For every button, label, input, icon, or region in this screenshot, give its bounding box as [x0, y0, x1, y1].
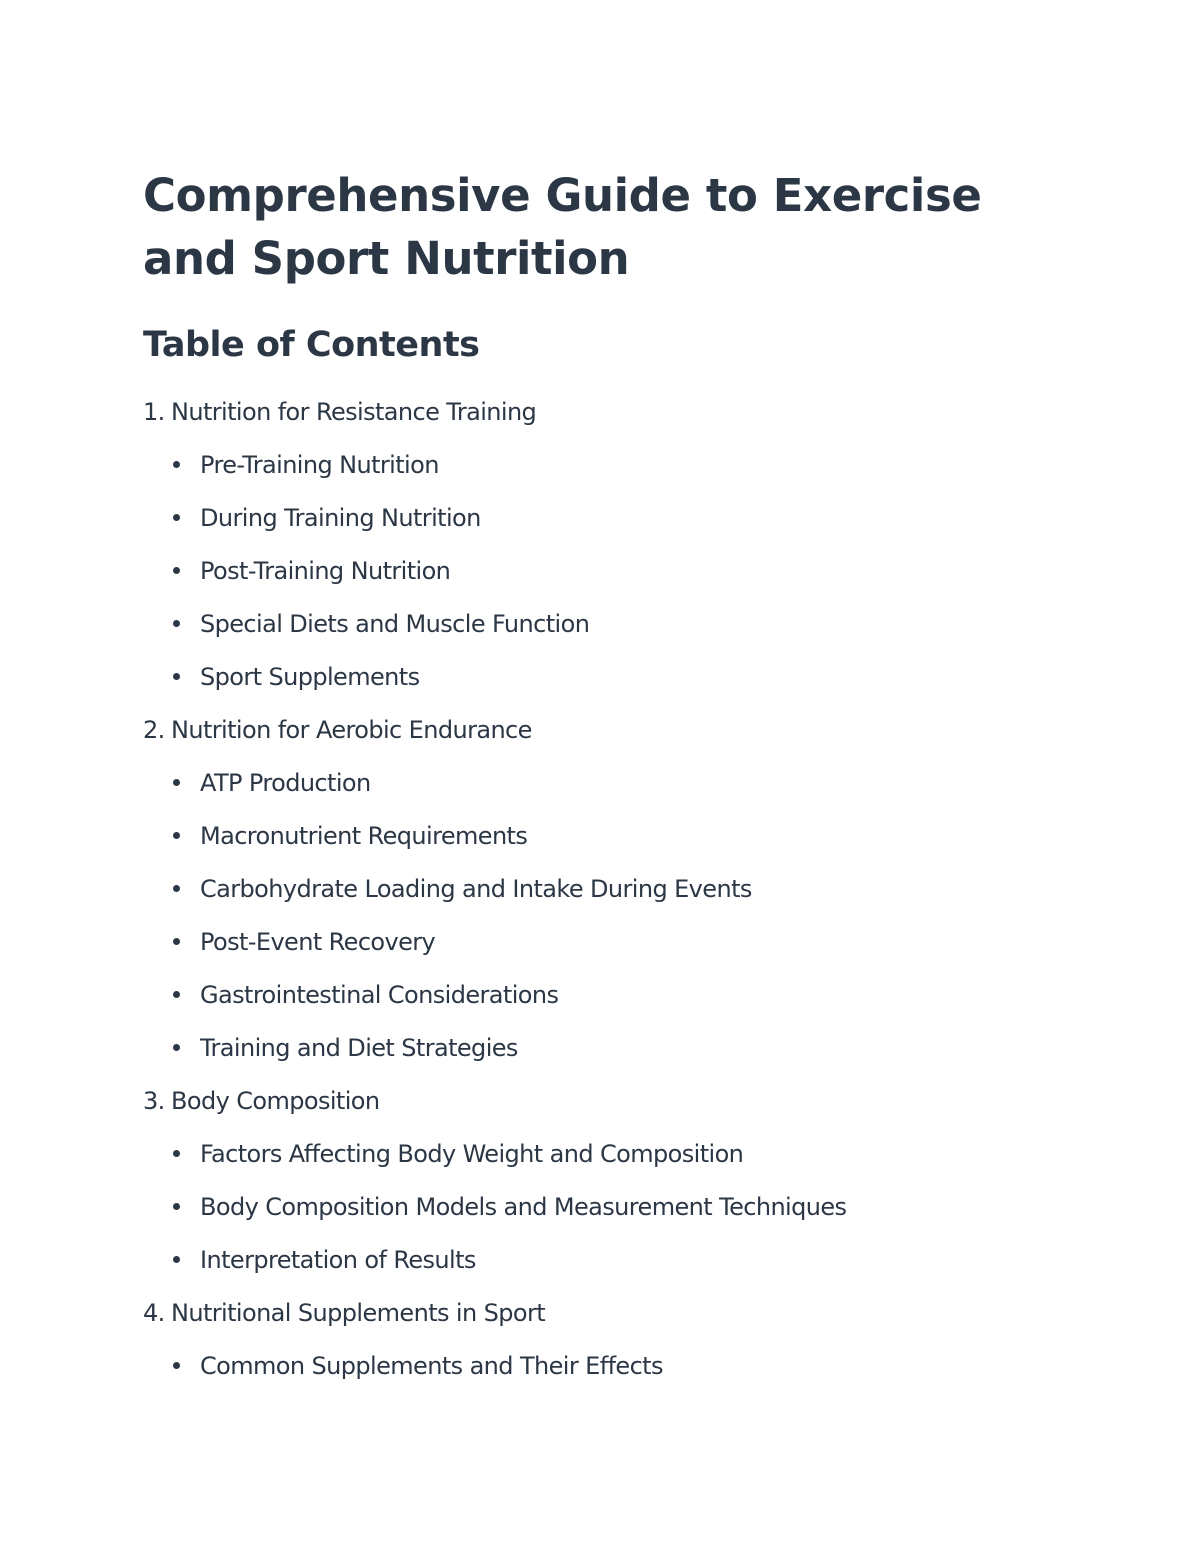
toc-subsection-label: Post-Training Nutrition — [200, 557, 451, 585]
toc-section-title — [143, 1079, 1063, 1132]
bullet-icon — [173, 1044, 180, 1051]
toc-subsection-label: ATP Production — [200, 769, 371, 797]
toc-section-number: 1. — [143, 398, 165, 426]
toc-subsection-list — [143, 443, 1063, 708]
toc-section — [143, 390, 1063, 708]
toc-section-title — [143, 390, 1063, 443]
toc-subsection-label: Common Supplements and Their Effects — [200, 1352, 663, 1380]
bullet-icon — [173, 514, 180, 521]
toc-subsection-item — [143, 920, 1063, 973]
toc-subsection-item — [143, 814, 1063, 867]
toc-section-title — [143, 1291, 1063, 1344]
toc-subsection-list — [143, 1132, 1063, 1291]
toc-subsection-label: Gastrointestinal Considerations — [200, 981, 559, 1009]
toc-section-number: 3. — [143, 1087, 165, 1115]
toc-subsection-label: Interpretation of Results — [200, 1246, 476, 1274]
toc-section-label: Body Composition — [171, 1087, 380, 1115]
bullet-icon — [173, 1150, 180, 1157]
toc-subsection-item — [143, 1026, 1063, 1079]
toc-subsection-item — [143, 1344, 1063, 1397]
bullet-icon — [173, 991, 180, 998]
toc-subsection-label: During Training Nutrition — [200, 504, 481, 532]
bullet-icon — [173, 779, 180, 786]
toc-subsection-list — [143, 761, 1063, 1079]
toc-subsection-label: Body Composition Models and Measurement Techniques — [200, 1193, 847, 1221]
bullet-icon — [173, 1256, 180, 1263]
toc-subsection-label: Carbohydrate Loading and Intake During Events — [200, 875, 752, 903]
bullet-icon — [173, 673, 180, 680]
toc-section — [143, 1291, 1063, 1397]
toc-section-title — [143, 708, 1063, 761]
bullet-icon — [173, 938, 180, 945]
toc-section-label: Nutrition for Aerobic Endurance — [171, 716, 532, 744]
toc-subsection-item — [143, 1238, 1063, 1291]
toc-subsection-label: Training and Diet Strategies — [200, 1034, 518, 1062]
toc-subsection-label: Post-Event Recovery — [200, 928, 436, 956]
bullet-icon — [173, 885, 180, 892]
toc-subsection-item — [143, 867, 1063, 920]
bullet-icon — [173, 1203, 180, 1210]
toc-list — [143, 390, 1063, 1397]
bullet-icon — [173, 1362, 180, 1369]
bullet-icon — [173, 832, 180, 839]
toc-subsection-label: Macronutrient Requirements — [200, 822, 528, 850]
toc-section-number: 2. — [143, 716, 165, 744]
toc-subsection-label: Special Diets and Muscle Function — [200, 610, 590, 638]
toc-subsection-item — [143, 443, 1063, 496]
toc-section-number: 4. — [143, 1299, 165, 1327]
toc-subsection-item — [143, 973, 1063, 1026]
toc-subsection-item — [143, 549, 1063, 602]
toc-subsection-label: Factors Affecting Body Weight and Composition — [200, 1140, 744, 1168]
bullet-icon — [173, 620, 180, 627]
bullet-icon — [173, 567, 180, 574]
toc-subsection-item — [143, 655, 1063, 708]
toc-subsection-item — [143, 1185, 1063, 1238]
toc-subsection-item — [143, 761, 1063, 814]
toc-subsection-item — [143, 602, 1063, 655]
toc-subsection-list — [143, 1344, 1063, 1397]
toc-subsection-item — [143, 1132, 1063, 1185]
toc-subsection-label: Sport Supplements — [200, 663, 420, 691]
toc-heading: Table of Contents — [143, 325, 480, 365]
toc-section — [143, 1079, 1063, 1291]
bullet-icon — [173, 461, 180, 468]
toc-subsection-item — [143, 496, 1063, 549]
document-title: Comprehensive Guide to Exercise and Sport Nutrition — [143, 169, 982, 285]
toc-section-label: Nutrition for Resistance Training — [171, 398, 537, 426]
document-page — [143, 164, 1063, 1397]
toc-section — [143, 708, 1063, 1079]
toc-subsection-label: Pre-Training Nutrition — [200, 451, 439, 479]
toc-section-label: Nutritional Supplements in Sport — [171, 1299, 546, 1327]
